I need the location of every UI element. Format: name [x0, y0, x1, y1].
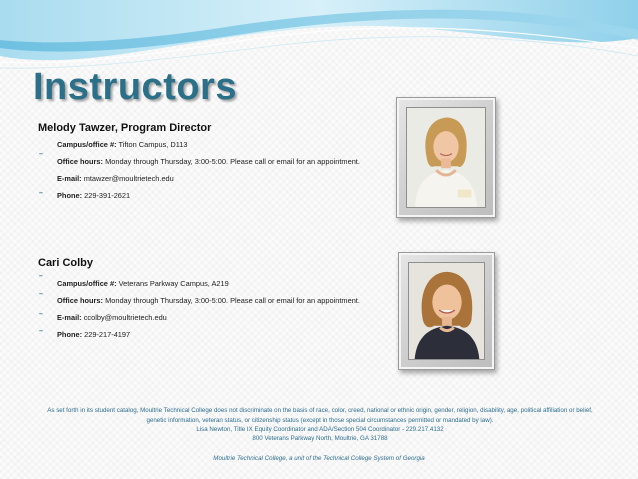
college-address: 800 Veterans Parkway North, Moultrie, GA 31788 — [252, 435, 388, 442]
instructor-2-photo-frame — [398, 252, 495, 370]
coordinator-contact: Lisa Newton, Title IX Equity Coordinator and ADA/Section 504 Coordinator - 229.217.4132 — [196, 426, 444, 433]
hours-value: Monday through Thursday, 3:00-5:00. Please call or email for an appointment. — [105, 296, 360, 305]
phone-value: 229-217-4197 — [84, 330, 131, 339]
instructor-1-campus — [57, 140, 188, 149]
hours-value: Monday through Thursday, 3:00-5:00. Please call or email for an appointment. — [105, 157, 360, 166]
instructor-1-email — [57, 174, 174, 183]
campus-label: Campus/office #: — [57, 140, 117, 149]
college-tagline: Moultrie Technical College, a unit of the Technical College System of Georgia — [213, 455, 425, 462]
hours-label: Office hours: — [57, 157, 103, 166]
instructor-2-hours — [57, 296, 360, 305]
email-label: E-mail: — [57, 313, 82, 322]
bullet-icon: – — [39, 151, 43, 158]
instructor-1-photo — [406, 107, 486, 208]
slide-title: Instructors — [33, 66, 237, 108]
email-link[interactable]: ccolby@moultrietech.edu — [83, 313, 167, 322]
instructor-1-hours — [57, 157, 360, 166]
instructor-2-phone — [57, 330, 130, 339]
nondiscrimination-statement: As set forth in its student catalog, Moultrie Technical College does not discriminate on the basis of race, color, creed, national or ethnic origin, gender, religion, disability, age, political affiliation or belief, genetic information, veteran status, or citizenship status (except in those special circumstances permitted or mandated by law). — [47, 407, 593, 424]
bullet-icon: – — [39, 273, 43, 280]
campus-label: Campus/office #: — [57, 279, 117, 288]
campus-value: Tifton Campus, D113 — [118, 140, 188, 149]
bullet-icon: – — [39, 190, 43, 197]
instructor-1-phone — [57, 191, 130, 200]
instructor-2-campus — [57, 279, 229, 288]
bullet-icon: – — [39, 328, 43, 335]
instructor-2-photo — [408, 262, 485, 360]
instructor-1-name: Melody Tawzer, Program Director — [38, 122, 212, 134]
campus-value: Veterans Parkway Campus, A219 — [118, 279, 229, 288]
instructor-2-name: Cari Colby — [38, 257, 94, 269]
bullet-icon: – — [39, 311, 43, 318]
phone-value: 229-391-2621 — [84, 191, 131, 200]
instructor-1-photo-frame — [396, 97, 496, 218]
email-link[interactable]: mtawzer@moultrietech.edu — [83, 174, 174, 183]
hours-label: Office hours: — [57, 296, 103, 305]
phone-label: Phone: — [57, 191, 83, 200]
email-label: E-mail: — [57, 174, 82, 183]
bullet-icon: – — [39, 291, 43, 298]
instructor-2-email — [57, 313, 167, 322]
phone-label: Phone: — [57, 330, 83, 339]
